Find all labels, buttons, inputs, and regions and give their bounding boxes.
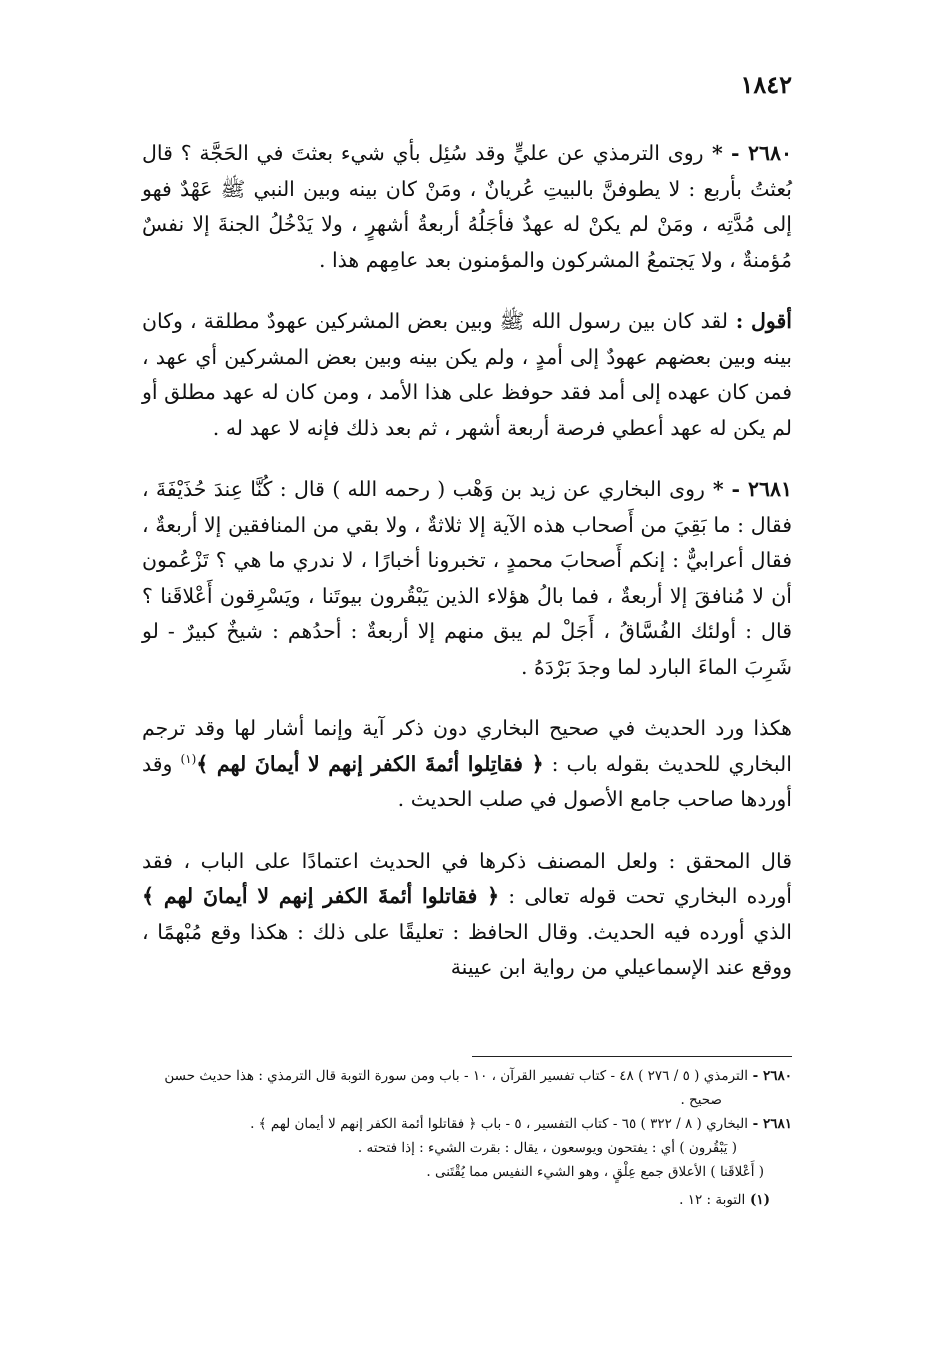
paragraph-text: قال المحقق : ولعل المصنف ذكرها في الحديث اعتمادًا على الباب ، فقد أورده البخاري تحت قوله تعالى : bbox=[142, 848, 792, 908]
commentary-text: لقد كان بين رسول الله ﷺ وبين بعض المشركين عهودٌ مطلقة ، وكان بينه وبين بعضهم عهودٌ إلى أمدٍ ، ولم يكن بينه وبين بعض المشركين أي عهد ، فمن كان عهده إلى أمد فقد حوفظ على هذا الأمد ، ومن كان له عهد مطلق أو لم يكن له عهد أعطي فرصة أربعة أشهر ، ثم بعد ذلك فإنه لا عهد له . bbox=[142, 309, 792, 440]
footnote-number: ٢٦٨١ - bbox=[747, 1116, 792, 1132]
commentary-paragraph bbox=[142, 304, 792, 446]
footnote-text: البخاري ( ٨ / ٣٢٢ ) ٦٥ - كتاب التفسير ، ٥ - باب ﴿ فقاتلوا أئمة الكفر إنهم لا أيمان لهم ﴾ . bbox=[250, 1116, 748, 1132]
hadith-2680 bbox=[142, 136, 792, 278]
footnote-divider bbox=[472, 1056, 792, 1057]
footnote-text: ( يَبْقُرون ) أي : يفتحون ويوسعون ، يقال : بقرت الشيء : إذا فتحته . bbox=[357, 1140, 737, 1156]
footnote-number: ٢٦٨٠ - bbox=[747, 1068, 792, 1084]
paragraph-text: هكذا ورد الحديث في صحيح البخاري دون ذكر آية وإنما أشار لها وقد ترجم البخاري للحديث بقوله باب : bbox=[142, 716, 793, 776]
footnotes bbox=[142, 1064, 792, 1212]
hadith-text: روى الترمذي عن عليٍّ وقد سُئِل بأي شيء بعثتَ في الحَجَّة ؟ قال بُعثتُ بأربع : لا يطوفنَّ بالبيتِ عُريانٌ ، ومَنْ كان بينه وبين النبي ﷺ عَهْدٌ فهو إلى مُدَّتِه ، ومَنْ لم يكنْ له عهدٌ فأجَلُهُ أربعةُ أشهرٍ ، ولا يَدْخُلُ الجنةَ إلا نفسٌ مُؤمنةٌ ، ولا يَجتمعُ المشركون والمؤمنون بعد عامِهم هذا . bbox=[142, 141, 792, 272]
hadith-2681 bbox=[142, 472, 792, 685]
quran-verse: ﴿ فقاتِلوا أئمةَ الكفر إنهم لا أيمانَ لهم ﴾ bbox=[196, 751, 544, 776]
footnote-gloss bbox=[142, 1160, 792, 1184]
footnote-2681 bbox=[142, 1112, 792, 1136]
verifier-paragraph bbox=[142, 844, 792, 986]
footnote-2680 bbox=[142, 1064, 792, 1088]
footnote-gloss bbox=[142, 1136, 792, 1160]
quran-verse: ﴿ فقاتلوا أئمةَ الكفر إنهم لا أيمانَ لهم ﴾ bbox=[142, 884, 500, 908]
hadith-text: روى البخاري عن زيد بن وَهْب ( رحمه الله ) قال : كُنَّا عِندَ حُذَيْفَةَ ، فقال : ما بَقِيَ من أَصحاب هذه الآية إلا ثلاثةٌ ، ولا بقي من المنافقين إلا أربعةٌ ، فقال أعرابيٌّ : إنكم أَصحابَ محمدٍ ، تخبرونا أخبارًا ، لا ندري ما هي ؟ تَزْعُمون أن لا مُنافقَ إلا أربعةٌ ، فما بالُ هؤلاء الذين يَبْقُرون بيوتَنا ، ويَسْرِقون أَعْلاقَنا ؟ قال : أولئك الفُسَّاقُ ، أَجَلْ لم يبق منهم إلا أربعةٌ : أحدُهم : شيخٌ كبيرٌ - لو شَرِبَ الماءَ البارد لما وجدَ بَرْدَهُ . bbox=[142, 477, 792, 679]
hadith-number: ٢٦٨٠ - * bbox=[703, 141, 792, 165]
page-number: ١٨٤٢ bbox=[740, 70, 792, 99]
commentary-label: أقول : bbox=[728, 309, 792, 333]
paragraph-text: وقد أوردها صاحب جامع الأصول في صلب الحديث . bbox=[142, 751, 792, 811]
footnote-text: ( أَعْلاقَنا ) الأعلاق جمع عِلْقٍ ، وهو الشيء النفيس مما يُقْتَنى . bbox=[426, 1164, 764, 1180]
footnote-continuation bbox=[142, 1088, 792, 1112]
explanation-paragraph bbox=[142, 711, 792, 818]
footnote-text: صحيح . bbox=[680, 1092, 722, 1108]
footnote-number: (١) bbox=[745, 1192, 770, 1208]
footnote-marker[interactable]: (١) bbox=[180, 751, 197, 766]
footnote-text: التوبة : ١٢ . bbox=[679, 1192, 746, 1208]
main-text bbox=[142, 136, 792, 1012]
footnote-1 bbox=[142, 1188, 792, 1212]
paragraph-text: الذي أورده فيه الحديث. وقال الحافظ : تعليقًا على ذلك : هكذا وقع مُبْهمًا ، ووقع عند الإسماعيلي من رواية ابن عيينة bbox=[142, 919, 792, 979]
footnote-text: الترمذي ( ٥ / ٢٧٦ ) ٤٨ - كتاب تفسير القرآن ، ١٠ - باب ومن سورة التوبة قال الترمذي : هذا حديث حسن bbox=[164, 1068, 748, 1084]
hadith-number: ٢٦٨١ - * bbox=[704, 477, 792, 501]
